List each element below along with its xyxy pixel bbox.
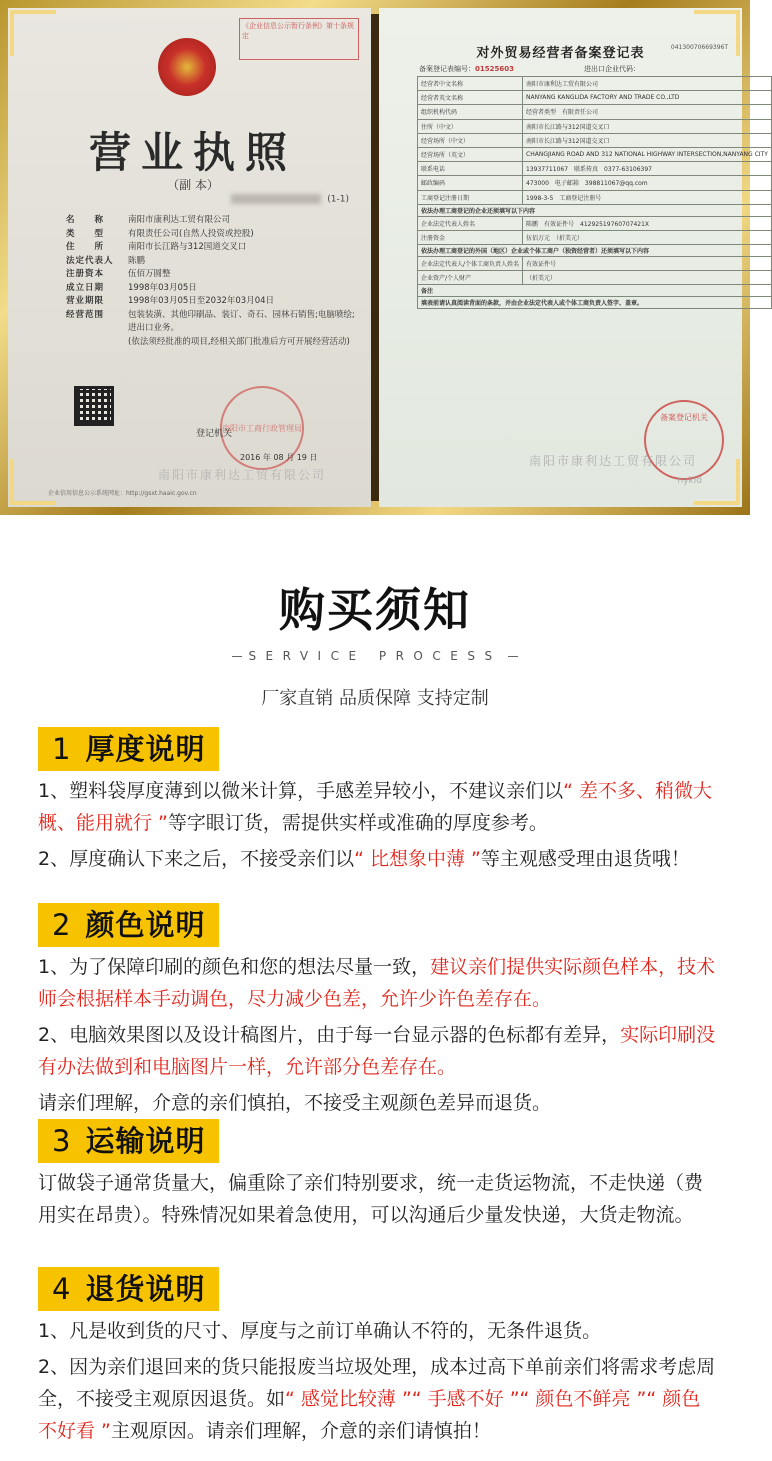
registration-seal: 南阳市工商行政管理局 bbox=[220, 386, 304, 470]
record-table-key: 工商登记注册日期 bbox=[418, 190, 523, 204]
notice-title: 购买须知 bbox=[279, 583, 471, 637]
license-copy-number: (1-1) bbox=[231, 194, 349, 205]
record-table-value: （折美元） bbox=[523, 271, 772, 285]
record-table-section: 依法办理工商登记的企业还须填写以下内容 bbox=[418, 204, 772, 216]
qr-code-icon bbox=[74, 386, 114, 426]
record-table-value: 13937711067 联系传真 0377-63106397 bbox=[523, 162, 772, 176]
record-table-value: 1998-3-5 工商登记注册号 bbox=[523, 190, 772, 204]
record-table-row bbox=[418, 91, 772, 105]
license-field-row bbox=[66, 241, 356, 255]
record-table-section: 备注 bbox=[418, 285, 772, 297]
record-table-key: 注册资金 bbox=[418, 230, 523, 244]
license-field-row bbox=[66, 309, 356, 336]
frame-corner-ornament bbox=[10, 10, 56, 56]
license-field-key: 成立日期 bbox=[66, 282, 105, 293]
record-table-key: 组织机构代码 bbox=[418, 105, 523, 119]
frame-corner-ornament bbox=[10, 459, 56, 505]
record-code: 04130070669396T bbox=[670, 44, 728, 51]
license-field-row bbox=[66, 255, 356, 269]
record-table-value: 南阳市康利达工贸有限公司 bbox=[523, 77, 772, 91]
certificate-frame bbox=[0, 0, 768, 515]
record-table-value: 经营者类型 有限责任公司 bbox=[523, 105, 772, 119]
section-paragraph: 2、厚度确认下来之后，不接受亲们以“ 比想象中薄 ”等主观感受理由退货哦！ bbox=[38, 848, 690, 870]
license-field-row bbox=[66, 268, 356, 282]
record-table-row bbox=[418, 204, 772, 216]
record-table-row bbox=[418, 147, 772, 161]
section-paragraph: 2、电脑效果图以及设计稿图片，由于每一台显示器的色标都有差异，实际印刷没有办法做到和电脑图片一样，允许部分色差存在。 bbox=[38, 1024, 716, 1078]
section-heading: 4 退货说明 bbox=[38, 1267, 219, 1311]
record-table-value: 南阳市长江路与312国道交叉口 bbox=[523, 119, 772, 133]
license-field-key: 营业期限 bbox=[66, 296, 105, 306]
record-table-row bbox=[418, 105, 772, 119]
license-field-value: (依法须经批准的项目,经相关部门批准后方可开展经营活动) bbox=[128, 336, 350, 347]
record-table-row bbox=[418, 230, 772, 244]
record-title: 对外贸易经营者备案登记表 bbox=[476, 46, 645, 61]
section-heading: 3 运输说明 bbox=[38, 1119, 219, 1163]
license-field-row bbox=[66, 214, 356, 228]
license-field-row bbox=[66, 336, 356, 350]
license-field-value: 有限责任公司(自然人投资或控股) bbox=[128, 228, 254, 239]
record-table-row bbox=[418, 162, 772, 176]
record-table-row bbox=[418, 133, 772, 147]
license-field-key: 注册资本 bbox=[66, 269, 105, 279]
record-table-row bbox=[418, 190, 772, 204]
record-table-row bbox=[418, 119, 772, 133]
foreign-trade-record-image bbox=[379, 8, 768, 507]
record-table-key: 企业法定代表人/个体工商负责人姓名 bbox=[418, 257, 523, 271]
certificate-row bbox=[8, 8, 768, 507]
record-table-row bbox=[418, 176, 772, 190]
license-field-value: 南阳市康利达工贸有限公司 bbox=[128, 215, 231, 225]
record-table-key: 经营者英文名称 bbox=[418, 91, 523, 105]
record-table-row bbox=[418, 297, 772, 309]
notice-subtitle-en: SERVICE PROCESS bbox=[0, 649, 750, 663]
record-table-key: 经营场所（英文） bbox=[418, 147, 523, 161]
record-table-row bbox=[418, 216, 772, 230]
license-field-row bbox=[66, 228, 356, 242]
record-table-key: 企业资产/个人财产 bbox=[418, 271, 523, 285]
license-field-key: 经营范围 bbox=[66, 309, 105, 320]
license-date: 2016 年 08 月 19 日 bbox=[240, 453, 318, 462]
notice-slogan: 厂家直销 品质保障 支持定制 bbox=[261, 688, 489, 709]
license-field-value: 伍佰万圆整 bbox=[128, 269, 171, 279]
license-field-row bbox=[66, 295, 356, 309]
section-heading: 2 颜色说明 bbox=[38, 903, 219, 947]
license-field-value: 陈鹏 bbox=[128, 255, 146, 266]
record-table-value: CHANGJIANG ROAD AND 312 NATIONAL HIGHWAY INTERSECTION,NANYANG CITY bbox=[523, 147, 772, 161]
record-table-value: 伍佰万元 （折美元） bbox=[523, 230, 772, 244]
license-fields bbox=[66, 214, 356, 349]
license-subtitle: （副 本） bbox=[167, 178, 219, 192]
record-table-row bbox=[418, 245, 772, 257]
record-table-key: 经营者中文名称 bbox=[418, 77, 523, 91]
section-heading: 1 厚度说明 bbox=[38, 727, 219, 771]
record-table-row bbox=[418, 77, 772, 91]
record-table-key: 住所（中文） bbox=[418, 119, 523, 133]
national-emblem-icon bbox=[158, 38, 216, 96]
license-footer: 企业信用信息公示系统网址：http://gsxt.haaic.gov.cn bbox=[48, 490, 197, 497]
record-table-key: 企业法定代表人姓名 bbox=[418, 216, 523, 230]
record-table-key: 联系电话 bbox=[418, 162, 523, 176]
license-field-value: 包装装潢、其他印刷品、装订、奇石、园林石销售;电脑喷绘;进出口业务。 bbox=[128, 309, 355, 333]
record-table-value: 473000 电子邮箱 398811067@qq.com bbox=[523, 176, 772, 190]
license-field-key: 住 所 bbox=[66, 242, 105, 252]
license-field-key bbox=[66, 336, 128, 350]
record-table-value: 有效证件号 bbox=[523, 257, 772, 271]
record-table-row bbox=[418, 271, 772, 285]
license-field-key: 名 称 bbox=[66, 215, 105, 225]
section-paragraph: 1、塑料袋厚度薄到以微米计算，手感差异较小，不建议亲们以“ 差不多、稍微大概、能用就行 ”等字眼订货，需提供实样或准确的厚度参考。 bbox=[38, 780, 712, 834]
license-field-key: 法定代表人 bbox=[66, 255, 114, 266]
license-watermark: 南阳市康利达工贸有限公司 bbox=[158, 468, 327, 482]
record-seal: 备案登记机关 bbox=[644, 400, 724, 480]
frame-corner-ornament bbox=[694, 459, 740, 505]
registration-authority: 登记机关 bbox=[196, 429, 233, 439]
record-table bbox=[417, 76, 772, 309]
record-watermark: 南阳市康利达工贸有限公司 bbox=[529, 454, 698, 468]
record-table-row bbox=[418, 257, 772, 271]
license-field-key: 类 型 bbox=[66, 228, 105, 239]
license-field-value: 南阳市长江路与312国道交叉口 bbox=[128, 242, 247, 252]
section-paragraph: 订做袋子通常货量大，偏重除了亲们特别要求，统一走货运物流，不走快递（费用实在昂贵）。特殊情况如果着急使用，可以沟通后少量发快递，大货走物流。 bbox=[38, 1172, 704, 1226]
annual-report-stamp: 《企业信息公示暂行条例》第十条规定 bbox=[239, 18, 359, 60]
license-field-row bbox=[66, 282, 356, 296]
section-color bbox=[38, 903, 718, 1119]
section-shipping bbox=[38, 1119, 718, 1231]
record-table-value: NANYANG KANGLIDA FACTORY AND TRADE CO.,LTD bbox=[523, 91, 772, 105]
record-table-key: 邮政编码 bbox=[418, 176, 523, 190]
record-watermark-latin: nykld bbox=[677, 476, 702, 486]
section-paragraph: 请亲们理解，介意的亲们慎拍，不接受主观颜色差异而退货。 bbox=[38, 1092, 552, 1114]
license-field-value: 1998年03月05日至2032年03月04日 bbox=[128, 296, 275, 306]
record-table-value: 陈鹏 有效证件号 41292519760707421X bbox=[523, 216, 772, 230]
record-table-value: 南阳市长江路与312国道交叉口 bbox=[523, 133, 772, 147]
record-table-section: 填表前请认真阅读背面的条款，并由企业法定代表人或个体工商负责人签字、盖章。 bbox=[418, 297, 772, 309]
section-thickness bbox=[38, 727, 718, 875]
business-license-image bbox=[8, 8, 371, 507]
section-paragraph: 1、为了保障印刷的颜色和您的想法尽量一致，建议亲们提供实际颜色样本，技术师会根据样本手动调色，尽力减少色差，允许少许色差存在。 bbox=[38, 956, 716, 1010]
record-table-row bbox=[418, 285, 772, 297]
record-table-key: 经营场所（中文） bbox=[418, 133, 523, 147]
section-returns bbox=[38, 1267, 718, 1447]
license-field-value: 1998年03月05日 bbox=[128, 282, 197, 293]
frame-corner-ornament bbox=[694, 10, 740, 56]
section-paragraph: 1、凡是收到货的尺寸、厚度与之前订单确认不符的，无条件退货。 bbox=[38, 1320, 602, 1342]
license-title: 营业执照 bbox=[88, 128, 297, 177]
record-table-section: 依法办理工商登记的外国（地区）企业或个体工商户（独资经营者）还须填写以下内容 bbox=[418, 245, 772, 257]
section-paragraph: 2、因为亲们退回来的货只能报废当垃圾处理，成本过高下单前亲们将需求考虑周全，不接受主观原因退货。如“ 感觉比较薄 ”“ 手感不好 ”“ 颜色不鲜亮 ”“ 颜色不好看 ”主观原因。请亲们理解，介意的亲们请慎拍！ bbox=[38, 1356, 716, 1442]
record-number-line: 备案登记表编号：01525603 进出口企业代码： bbox=[419, 65, 640, 73]
